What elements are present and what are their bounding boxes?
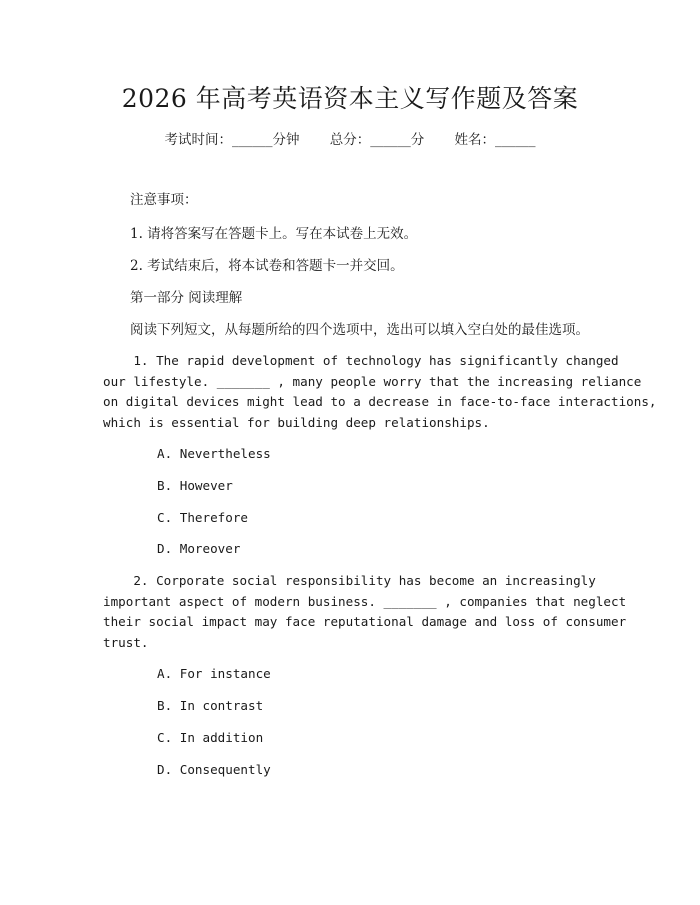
notice-item-2: 2. 考试结束后，将本试卷和答题卡一并交回。 (130, 258, 404, 274)
section-instruction: 阅读下列短文，从每题所给的四个选项中，选出可以填入空白处的最佳选项。 (130, 322, 589, 338)
question-2-option-d: D. Consequently (157, 762, 271, 777)
question-1-option-b: B. However (157, 478, 233, 493)
question-2-option-c: C. In addition (157, 730, 264, 745)
question-2-option-b: B. In contrast (157, 698, 264, 713)
page-title: 2026 年高考英语资本主义写作题及答案 (121, 84, 579, 113)
question-1-option-c: C. Therefore (157, 510, 248, 525)
question-1-option-a: A. Nevertheless (157, 446, 271, 461)
exam-info-row (0, 130, 700, 150)
student-name-field: 姓名：______ (454, 132, 536, 148)
question-2-line: 2. Corporate social responsibility has become an increasingly (103, 573, 596, 588)
question-1-line: on digital devices might lead to a decrease in face-to-face interactions, (103, 394, 657, 409)
question-1-line: which is essential for building deep relationships. (103, 414, 490, 430)
question-1-text (103, 351, 657, 433)
question-2-option-a: A. For instance (157, 666, 271, 681)
exam-time-field: 考试时间：______分钟 (164, 132, 300, 148)
question-2-text (103, 571, 627, 653)
question-1-line: our lifestyle. _______ , many people worry that the increasing reliance (103, 373, 642, 389)
total-score-field: 总分：______分 (329, 132, 425, 148)
question-1-line: 1. The rapid development of technology has significantly changed (103, 353, 619, 368)
question-2-line: important aspect of modern business. _______ , companies that neglect (103, 593, 627, 609)
section-title: 第一部分 阅读理解 (130, 290, 243, 306)
question-2-line: their social impact may face reputational damage and loss of consumer (103, 614, 627, 629)
question-2-line: trust. (103, 634, 149, 650)
question-1-option-d: D. Moreover (157, 541, 241, 556)
notice-item-1: 1. 请将答案写在答题卡上。写在本试卷上无效。 (130, 226, 418, 242)
notice-heading: 注意事项： (130, 192, 198, 208)
